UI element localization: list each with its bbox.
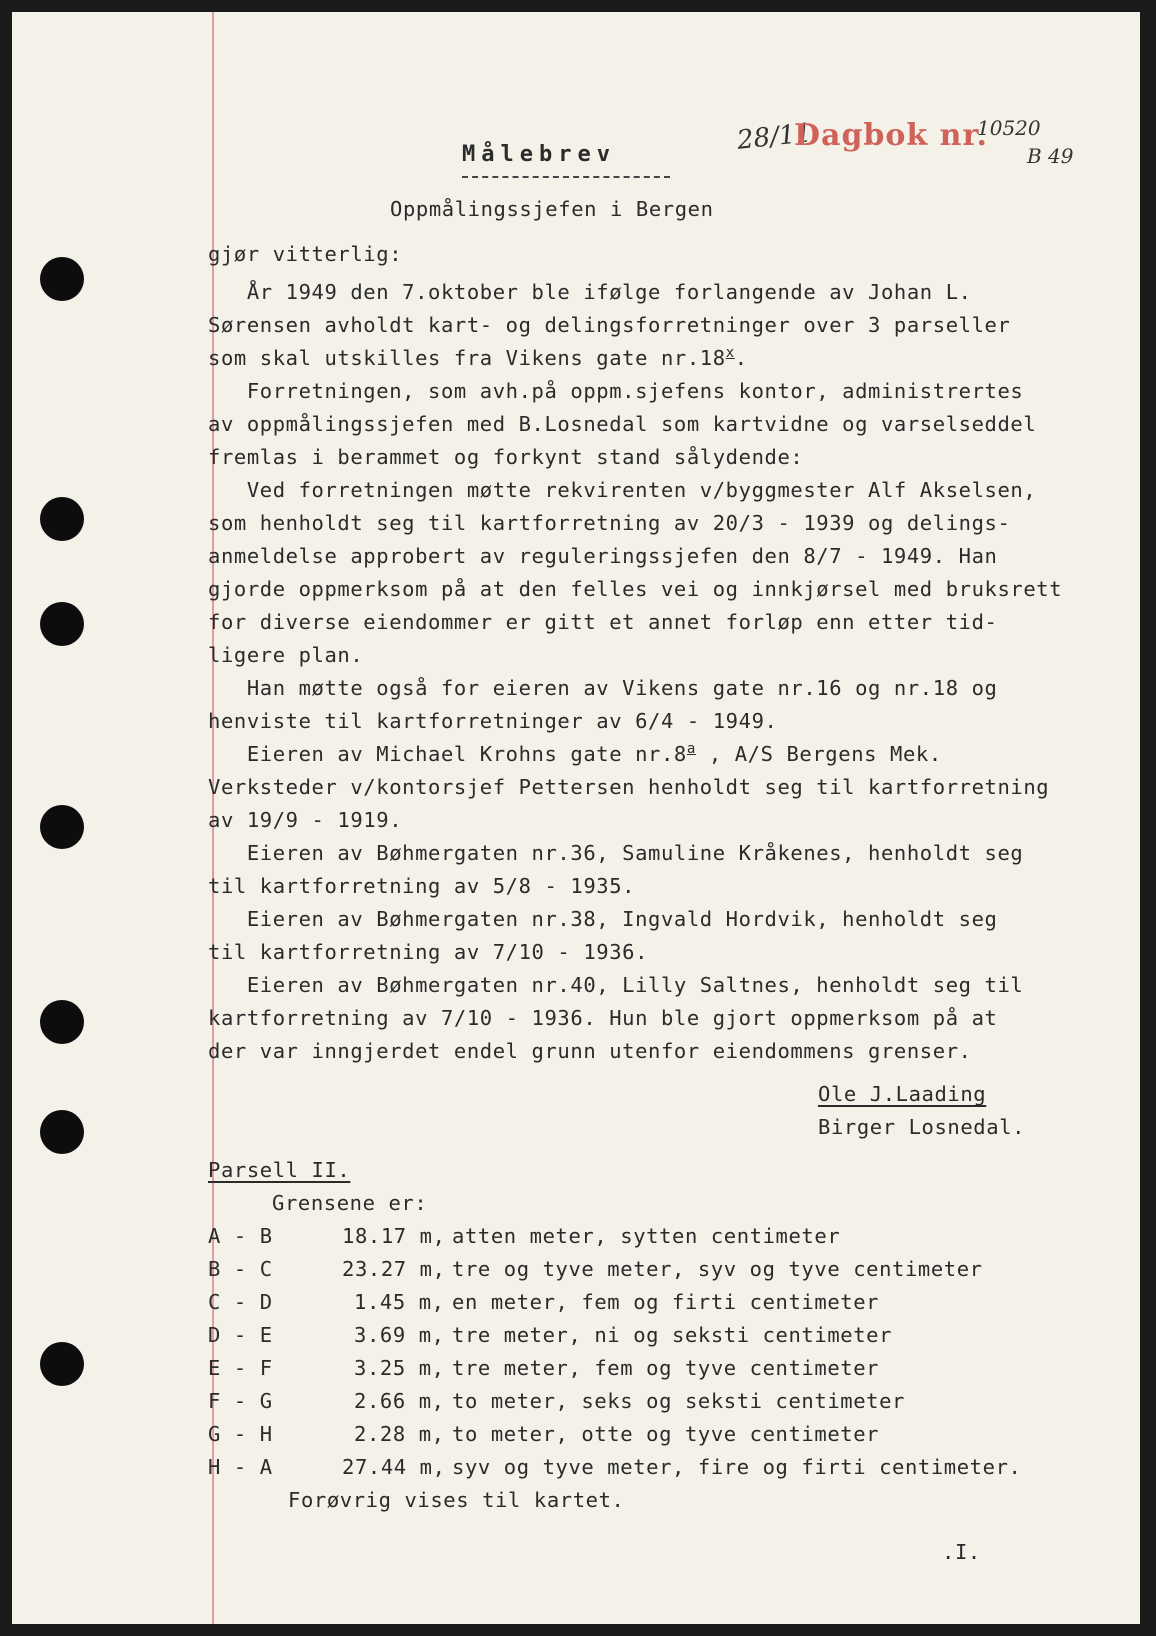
boundary-segment: B - C <box>208 1257 273 1281</box>
boundary-words: tre meter, ni og seksti centimeter <box>452 1323 893 1347</box>
punch-hole <box>40 497 84 541</box>
body-line: Ved forretningen møtte rekvirenten v/byggmester Alf Akselsen, <box>208 478 1037 502</box>
boundary-segment: D - E <box>208 1323 273 1347</box>
journal-stamp: Dagbok nr. <box>794 118 988 153</box>
boundary-words: atten meter, sytten centimeter <box>452 1224 841 1248</box>
authority-line: Oppmålingssjefen i Bergen <box>390 197 714 221</box>
body-line: Eieren av Michael Krohns gate nr.8$^a$ , A/S Bergens Mek. <box>208 741 942 766</box>
boundary-segment: E - F <box>208 1356 273 1380</box>
punch-hole <box>40 1110 84 1154</box>
boundary-words: to meter, seks og seksti centimeter <box>452 1389 905 1413</box>
boundary-length: 23.27 m, <box>342 1257 446 1281</box>
signature-2: Birger Losnedal. <box>818 1115 1026 1139</box>
boundary-length: 3.25 m, <box>354 1356 445 1380</box>
body-line: ligere plan. <box>208 643 364 667</box>
body-line: fremlas i berammet og forkynt stand sålydende: <box>208 445 804 469</box>
signature-1: Ole J.Laading <box>818 1082 987 1106</box>
body-line: for diverse eiendommer er gitt et annet forløp enn etter tid- <box>208 610 998 634</box>
body-line: til kartforretning av 7/10 - 1936. <box>208 940 649 964</box>
boundary-length: 3.69 m, <box>354 1323 445 1347</box>
boundary-words: syv og tyve meter, fire og firti centimeter. <box>452 1455 1022 1479</box>
boundary-words: tre og tyve meter, syv og tyve centimeter <box>452 1257 983 1281</box>
punch-hole <box>40 805 84 849</box>
body-line: kartforretning av 7/10 - 1936. Hun ble gjort oppmerksom på at <box>208 1006 998 1030</box>
handwritten-date: 28/11 <box>735 118 814 156</box>
boundary-words: tre meter, fem og tyve centimeter <box>452 1356 880 1380</box>
page-continuation-mark: .I. <box>942 1540 981 1564</box>
handwritten-year-mark: B 49 <box>1027 144 1074 168</box>
boundary-length: 1.45 m, <box>354 1290 445 1314</box>
body-line: anmeldelse approbert av reguleringssjefen den 8/7 - 1949. Han <box>208 544 998 568</box>
boundary-intro: Grensene er: <box>272 1191 428 1215</box>
superscript-x: x <box>725 345 735 361</box>
body-line: av 19/9 - 1919. <box>208 808 403 832</box>
boundary-length: 2.28 m, <box>354 1422 445 1446</box>
punch-hole <box>40 602 84 646</box>
title-underline <box>462 176 670 178</box>
boundary-segment: F - G <box>208 1389 273 1413</box>
boundary-words: en meter, fem og firti centimeter <box>452 1290 880 1314</box>
body-line: gjorde oppmerksom på at den felles vei og innkjørsel med bruksrett <box>208 577 1063 601</box>
body-line: Eieren av Bøhmergaten nr.38, Ingvald Hordvik, henholdt seg <box>208 907 998 931</box>
body-line: til kartforretning av 5/8 - 1935. <box>208 874 636 898</box>
body-line: Eieren av Bøhmergaten nr.40, Lilly Saltnes, henholdt seg til <box>208 973 1024 997</box>
boundary-segment: A - B <box>208 1224 273 1248</box>
document-title: Målebrev <box>462 142 616 167</box>
body-line: Han møtte også for eieren av Vikens gate nr.16 og nr.18 og <box>208 676 998 700</box>
body-line: der var inngjerdet endel grunn utenfor eiendommens grenser. <box>208 1039 972 1063</box>
body-line: som henholdt seg til kartforretning av 20/3 - 1939 og delings- <box>208 511 1011 535</box>
body-line: henviste til kartforretninger av 6/4 - 1949. <box>208 709 778 733</box>
body-line: av oppmålingssjefen med B.Losnedal som kartvidne og varselseddel <box>208 412 1037 436</box>
boundary-segment: H - A <box>208 1455 273 1479</box>
parcel-heading: Parsell II. <box>208 1158 351 1182</box>
boundary-segment: C - D <box>208 1290 273 1314</box>
body-line: Forretningen, som avh.på oppm.sjefens kontor, administrertes <box>208 379 1024 403</box>
boundary-length: 18.17 m, <box>342 1224 446 1248</box>
closing-line: Forøvrig vises til kartet. <box>288 1488 625 1512</box>
boundary-length: 2.66 m, <box>354 1389 445 1413</box>
boundary-segment: G - H <box>208 1422 273 1446</box>
superscript-a: a <box>686 741 696 757</box>
punch-hole <box>40 257 84 301</box>
body-line: som skal utskilles fra Vikens gate nr.18$^x$. <box>208 345 748 370</box>
body-line: Verksteder v/kontorsjef Pettersen henholdt seg til kartforretning <box>208 775 1050 799</box>
boundary-words: to meter, otte og tyve centimeter <box>452 1422 880 1446</box>
body-line: Sørensen avholdt kart- og delingsforretninger over 3 parseller <box>208 313 1011 337</box>
punch-hole <box>40 1342 84 1386</box>
document-page <box>12 12 1140 1624</box>
punch-hole <box>40 1000 84 1044</box>
handwritten-journal-number: 10520 <box>977 116 1041 140</box>
boundary-length: 27.44 m, <box>342 1455 446 1479</box>
body-line: År 1949 den 7.oktober ble ifølge forlangende av Johan L. <box>208 280 972 304</box>
opening-line: gjør vitterlig: <box>208 242 403 266</box>
body-line: Eieren av Bøhmergaten nr.36, Samuline Kråkenes, henholdt seg <box>208 841 1024 865</box>
